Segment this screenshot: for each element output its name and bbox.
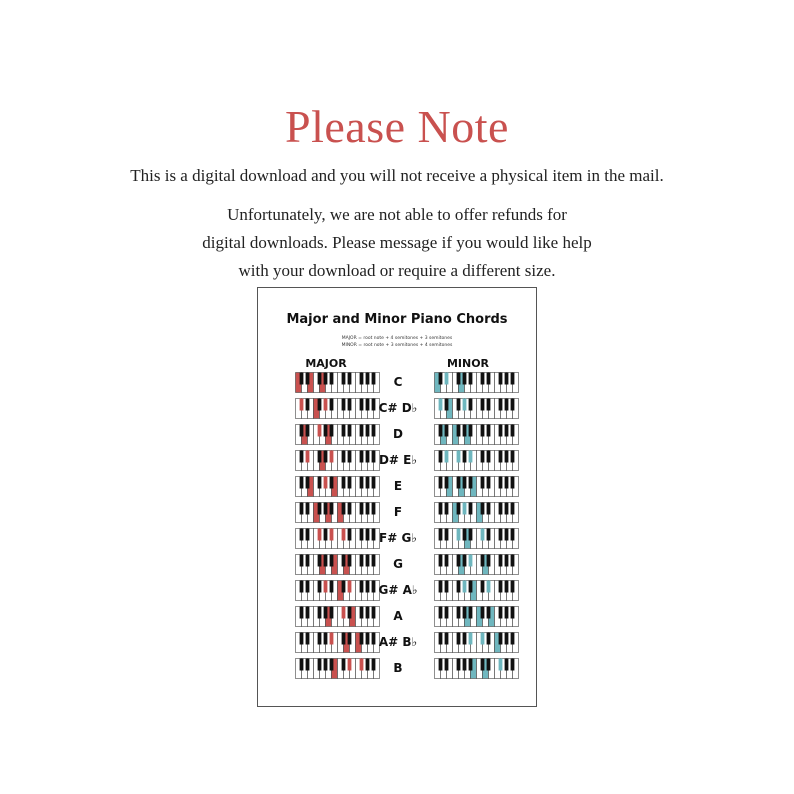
black-key [300,503,304,515]
black-key [469,373,473,385]
black-key [318,399,322,411]
black-key [469,633,473,645]
black-key [481,503,485,515]
black-key [360,529,364,541]
black-key [300,477,304,489]
black-key [348,477,352,489]
black-key [439,633,443,645]
black-key [324,607,328,619]
black-key [324,555,328,567]
minor-chord-keyboard [434,632,519,653]
black-key [348,425,352,437]
black-key [360,607,364,619]
black-key [487,451,491,463]
black-key [463,451,467,463]
black-key [445,425,449,437]
black-key [511,555,515,567]
black-key [463,659,467,671]
black-key [511,659,515,671]
black-key [360,555,364,567]
black-key [469,399,473,411]
black-key [499,373,503,385]
black-key [457,659,461,671]
black-key [457,529,461,541]
black-key [439,607,443,619]
black-key [330,607,334,619]
black-key [348,633,352,645]
black-key [348,373,352,385]
black-key [445,659,449,671]
black-key [499,503,503,515]
black-key [499,425,503,437]
black-key [306,581,310,593]
black-key [487,581,491,593]
black-key [439,451,443,463]
black-key [481,373,485,385]
black-key [318,477,322,489]
black-key [300,373,304,385]
black-key [463,373,467,385]
black-key [499,451,503,463]
black-key [499,555,503,567]
black-key [505,529,509,541]
minor-chord-keyboard [434,398,519,419]
black-key [439,399,443,411]
minor-chord-keyboard [434,424,519,445]
black-key [300,529,304,541]
minor-chord-keyboard [434,372,519,393]
black-key [439,581,443,593]
black-key [348,451,352,463]
black-key [360,451,364,463]
black-key [342,607,346,619]
chord-name: D [393,427,403,441]
black-key [324,633,328,645]
black-key [306,425,310,437]
black-key [300,607,304,619]
black-key [505,659,509,671]
black-key [330,425,334,437]
black-key [481,659,485,671]
notice-paragraph [0,201,794,285]
black-key [306,503,310,515]
black-key [511,451,515,463]
black-key [342,555,346,567]
black-key [318,659,322,671]
black-key [445,555,449,567]
black-key [348,399,352,411]
black-key [318,373,322,385]
black-key [348,503,352,515]
black-key [505,503,509,515]
black-key [463,607,467,619]
black-key [348,659,352,671]
black-key [300,555,304,567]
black-key [505,399,509,411]
black-key [505,373,509,385]
black-key [487,555,491,567]
black-key [463,581,467,593]
black-key [306,659,310,671]
black-key [499,399,503,411]
black-key [318,581,322,593]
black-key [463,555,467,567]
black-key [342,451,346,463]
black-key [342,659,346,671]
black-key [324,399,328,411]
black-key [469,529,473,541]
black-key [487,633,491,645]
black-key [445,633,449,645]
black-key [342,633,346,645]
black-key [499,607,503,619]
black-key [511,399,515,411]
black-key [324,659,328,671]
black-key [457,607,461,619]
black-key [457,633,461,645]
black-key [324,581,328,593]
black-key [499,633,503,645]
black-key [348,607,352,619]
black-key [306,529,310,541]
paragraph-line: digital downloads. Please message if you would like help [202,233,592,252]
black-key [330,399,334,411]
black-key [505,477,509,489]
black-key [300,451,304,463]
black-key [499,529,503,541]
black-key [469,555,473,567]
black-key [487,373,491,385]
black-key [439,477,443,489]
black-key [481,451,485,463]
black-key [511,581,515,593]
black-key [463,399,467,411]
black-key [445,529,449,541]
black-key [318,633,322,645]
black-key [445,477,449,489]
black-key [306,399,310,411]
chord-name: D# E♭ [378,453,418,467]
black-key [499,477,503,489]
black-key [511,633,515,645]
chord-name: F [393,505,403,519]
minor-chord-keyboard [434,580,519,601]
black-key [457,503,461,515]
black-key [300,425,304,437]
black-key [439,503,443,515]
major-column-heading: MAJOR [305,357,347,370]
black-key [469,659,473,671]
black-key [330,477,334,489]
black-key [342,529,346,541]
black-key [511,373,515,385]
black-key [481,607,485,619]
chord-name: E [393,479,403,493]
black-key [330,555,334,567]
black-key [342,373,346,385]
black-key [505,581,509,593]
black-key [324,373,328,385]
poster-title: Major and Minor Piano Chords [286,312,508,327]
black-key [487,659,491,671]
black-key [360,399,364,411]
black-key [360,477,364,489]
black-key [469,451,473,463]
notice-line: This is a digital download and you will not receive a physical item in the mail. [130,166,664,185]
chord-name: G# A♭ [378,583,418,597]
chord-chart-poster [257,287,537,707]
black-key [330,659,334,671]
black-key [342,581,346,593]
black-key [487,503,491,515]
minor-chord-keyboard [434,528,519,549]
minor-formula: MINOR = root note + 3 semitones + 4 semitones [341,343,453,348]
chord-name: B [393,661,403,675]
black-key [342,425,346,437]
black-key [360,503,364,515]
black-key [306,633,310,645]
black-key [318,451,322,463]
paragraph-line: Unfortunately, we are not able to offer refunds for [227,205,567,224]
black-key [481,425,485,437]
black-key [457,373,461,385]
black-key [306,477,310,489]
black-key [330,633,334,645]
black-key [360,373,364,385]
black-key [306,451,310,463]
black-key [469,425,473,437]
minor-chord-keyboard [434,450,519,471]
black-key [318,607,322,619]
black-key [324,477,328,489]
black-key [348,529,352,541]
black-key [463,529,467,541]
black-key [348,555,352,567]
black-key [318,503,322,515]
major-formula: MAJOR = root note + 4 semitones + 3 semitones [341,336,453,341]
black-key [487,607,491,619]
black-key [306,555,310,567]
black-key [330,373,334,385]
black-key [324,451,328,463]
black-key [324,425,328,437]
black-key [330,451,334,463]
black-key [511,529,515,541]
black-key [481,399,485,411]
black-key [439,555,443,567]
black-key [505,451,509,463]
black-key [463,503,467,515]
black-key [505,633,509,645]
minor-chord-keyboard [434,502,519,523]
minor-chord-keyboard [434,606,519,627]
black-key [439,373,443,385]
black-key [499,581,503,593]
black-key [463,477,467,489]
black-key [306,373,310,385]
chord-name: C# D♭ [378,401,418,415]
black-key [439,529,443,541]
black-key [505,607,509,619]
black-key [330,503,334,515]
black-key [318,555,322,567]
black-key [445,581,449,593]
black-key [457,451,461,463]
black-key [457,581,461,593]
minor-chord-keyboard [434,658,519,679]
black-key [511,477,515,489]
black-key [463,633,467,645]
chord-name: F# G♭ [379,531,417,545]
black-key [318,425,322,437]
black-key [511,503,515,515]
chord-name: A# B♭ [378,635,418,649]
black-key [445,451,449,463]
black-key [481,633,485,645]
black-key [505,425,509,437]
black-key [487,529,491,541]
black-key [463,425,467,437]
minor-column-heading: MINOR [446,357,490,370]
black-key [481,529,485,541]
black-key [457,555,461,567]
black-key [318,529,322,541]
black-key [324,529,328,541]
black-key [469,503,473,515]
black-key [348,581,352,593]
black-key [499,659,503,671]
minor-chord-keyboard [434,554,519,575]
chord-name: A [393,609,403,623]
black-key [481,555,485,567]
black-key [487,399,491,411]
black-key [487,425,491,437]
black-key [487,477,491,489]
black-key [445,373,449,385]
black-key [360,425,364,437]
paragraph-line: with your download or require a different size. [238,261,556,280]
black-key [469,477,473,489]
black-key [300,659,304,671]
black-key [511,425,515,437]
black-key [360,581,364,593]
chord-name: C [393,375,403,389]
chord-name: G [393,557,403,571]
page-title: Please Note [285,101,509,152]
black-key [306,607,310,619]
black-key [342,503,346,515]
black-key [511,607,515,619]
black-key [505,555,509,567]
black-key [445,399,449,411]
black-key [300,581,304,593]
black-key [300,633,304,645]
black-key [469,607,473,619]
black-key [439,425,443,437]
black-key [330,581,334,593]
black-key [457,477,461,489]
black-key [445,503,449,515]
black-key [342,477,346,489]
black-key [481,581,485,593]
black-key [439,659,443,671]
black-key [469,581,473,593]
black-key [457,399,461,411]
black-key [457,425,461,437]
black-key [324,503,328,515]
black-key [330,529,334,541]
black-key [481,477,485,489]
black-key [445,607,449,619]
black-key [360,633,364,645]
black-key [300,399,304,411]
black-key [360,659,364,671]
black-key [342,399,346,411]
minor-chord-keyboard [434,476,519,497]
